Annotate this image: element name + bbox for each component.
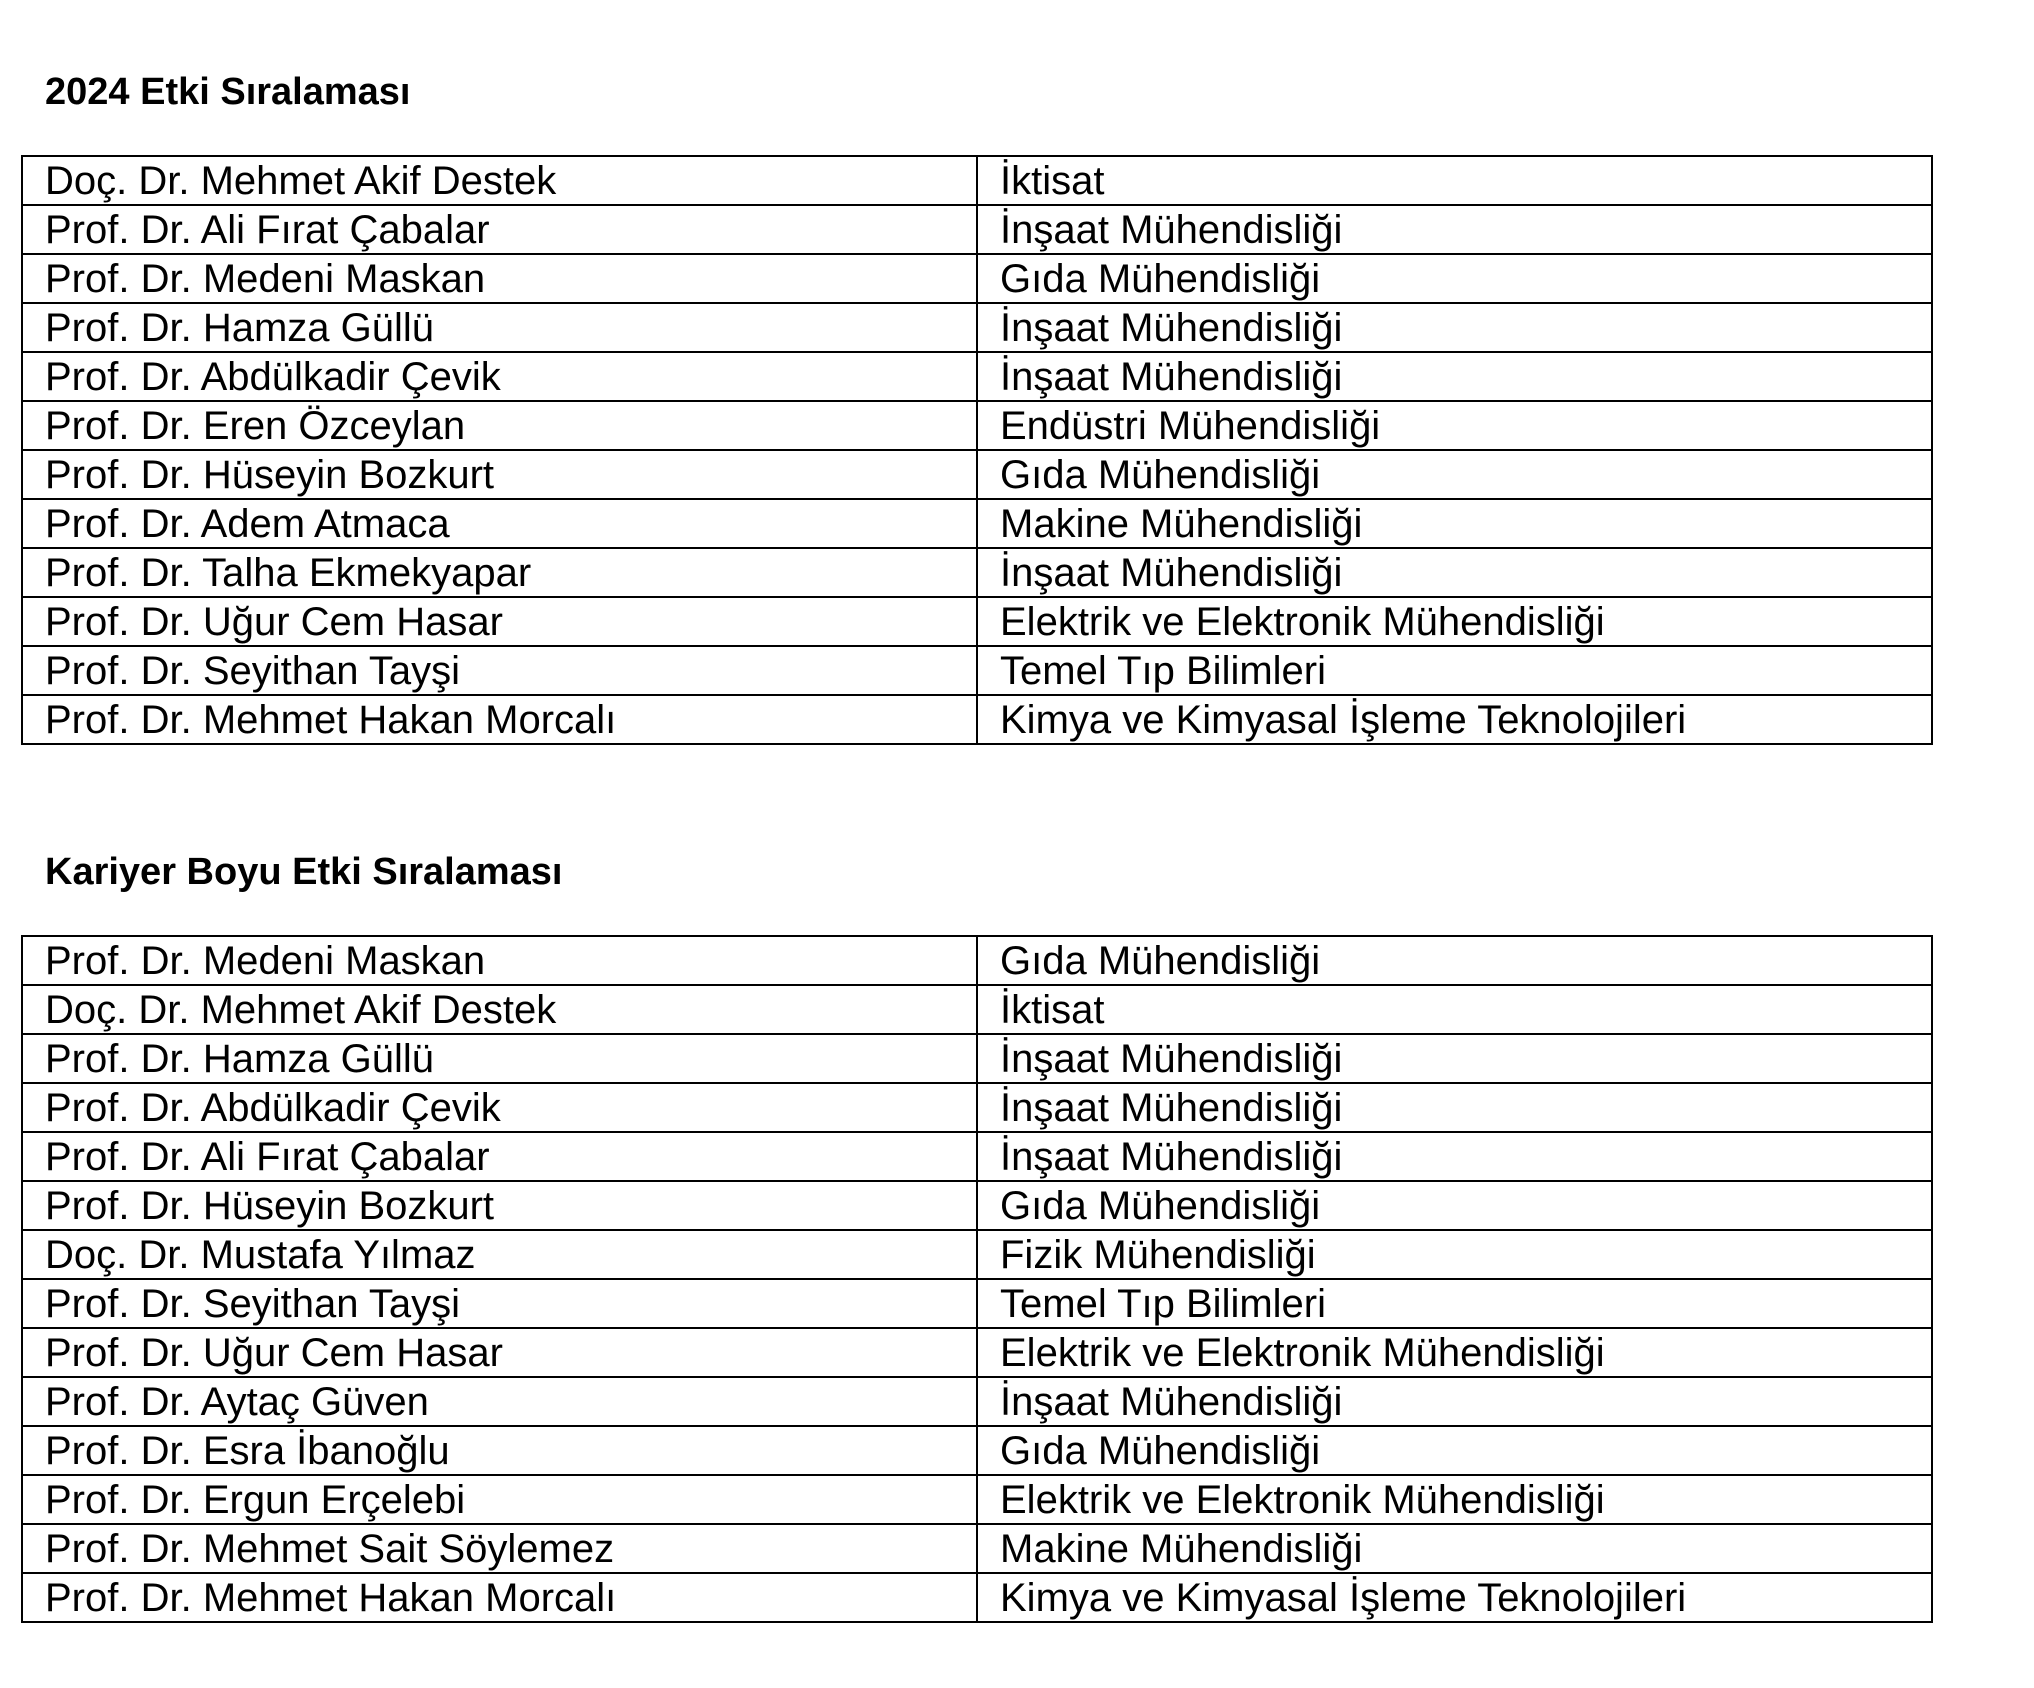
table-row — [22, 695, 1932, 744]
department-cell: İnşaat Mühendisliği — [977, 1034, 1932, 1083]
table-row — [22, 1034, 1932, 1083]
table-row — [22, 1181, 1932, 1230]
department-cell: İnşaat Mühendisliği — [977, 1132, 1932, 1181]
researcher-name-cell: Doç. Dr. Mustafa Yılmaz — [22, 1230, 977, 1279]
department-cell: Makine Mühendisliği — [977, 1524, 1932, 1573]
ranking-career-table-body — [22, 936, 1932, 1622]
department-cell: Kimya ve Kimyasal İşleme Teknolojileri — [977, 1573, 1932, 1622]
researcher-name-cell: Prof. Dr. Mehmet Hakan Morcalı — [22, 695, 977, 744]
researcher-name-cell: Prof. Dr. Mehmet Hakan Morcalı — [22, 1573, 977, 1622]
researcher-name-cell: Prof. Dr. Abdülkadir Çevik — [22, 1083, 977, 1132]
researcher-name-cell: Doç. Dr. Mehmet Akif Destek — [22, 985, 977, 1034]
researcher-name-cell: Prof. Dr. Ergun Erçelebi — [22, 1475, 977, 1524]
department-cell: Gıda Mühendisliği — [977, 254, 1932, 303]
ranking-career-table — [21, 935, 1933, 1623]
researcher-name-cell: Prof. Dr. Hüseyin Bozkurt — [22, 450, 977, 499]
table-row — [22, 985, 1932, 1034]
table-row — [22, 597, 1932, 646]
department-cell: Elektrik ve Elektronik Mühendisliği — [977, 1328, 1932, 1377]
department-cell: Endüstri Mühendisliği — [977, 401, 1932, 450]
ranking-2024-table-body — [22, 156, 1932, 744]
table-row — [22, 1524, 1932, 1573]
department-cell: Gıda Mühendisliği — [977, 450, 1932, 499]
table-row — [22, 646, 1932, 695]
researcher-name-cell: Prof. Dr. Hamza Güllü — [22, 303, 977, 352]
table-row — [22, 401, 1932, 450]
table-row — [22, 1426, 1932, 1475]
table-row — [22, 254, 1932, 303]
table-row — [22, 1573, 1932, 1622]
researcher-name-cell: Prof. Dr. Adem Atmaca — [22, 499, 977, 548]
table-row — [22, 303, 1932, 352]
table-row — [22, 499, 1932, 548]
department-cell: İnşaat Mühendisliği — [977, 205, 1932, 254]
researcher-name-cell: Prof. Dr. Seyithan Tayşi — [22, 646, 977, 695]
department-cell: İnşaat Mühendisliği — [977, 548, 1932, 597]
department-cell: İnşaat Mühendisliği — [977, 1083, 1932, 1132]
researcher-name-cell: Prof. Dr. Hamza Güllü — [22, 1034, 977, 1083]
department-cell: Gıda Mühendisliği — [977, 936, 1932, 985]
researcher-name-cell: Prof. Dr. Abdülkadir Çevik — [22, 352, 977, 401]
table-row — [22, 1230, 1932, 1279]
researcher-name-cell: Prof. Dr. Medeni Maskan — [22, 254, 977, 303]
researcher-name-cell: Prof. Dr. Seyithan Tayşi — [22, 1279, 977, 1328]
department-cell: Temel Tıp Bilimleri — [977, 1279, 1932, 1328]
researcher-name-cell: Prof. Dr. Ali Fırat Çabalar — [22, 1132, 977, 1181]
researcher-name-cell: Prof. Dr. Medeni Maskan — [22, 936, 977, 985]
table-row — [22, 1475, 1932, 1524]
ranking-2024-table — [21, 155, 1933, 745]
department-cell: İktisat — [977, 985, 1932, 1034]
researcher-name-cell: Prof. Dr. Mehmet Sait Söylemez — [22, 1524, 977, 1573]
table-row — [22, 205, 1932, 254]
researcher-name-cell: Prof. Dr. Esra İbanoğlu — [22, 1426, 977, 1475]
table-row — [22, 450, 1932, 499]
department-cell: İnşaat Mühendisliği — [977, 352, 1932, 401]
section-title-2024-ranking: 2024 Etki Sıralaması — [45, 71, 411, 113]
department-cell: Makine Mühendisliği — [977, 499, 1932, 548]
researcher-name-cell: Prof. Dr. Hüseyin Bozkurt — [22, 1181, 977, 1230]
researcher-name-cell: Prof. Dr. Eren Özceylan — [22, 401, 977, 450]
department-cell: Gıda Mühendisliği — [977, 1426, 1932, 1475]
department-cell: Gıda Mühendisliği — [977, 1181, 1932, 1230]
researcher-name-cell: Prof. Dr. Talha Ekmekyapar — [22, 548, 977, 597]
table-row — [22, 1328, 1932, 1377]
department-cell: İnşaat Mühendisliği — [977, 303, 1932, 352]
table-row — [22, 1377, 1932, 1426]
department-cell: Elektrik ve Elektronik Mühendisliği — [977, 597, 1932, 646]
table-row — [22, 352, 1932, 401]
table-row — [22, 1083, 1932, 1132]
table-row — [22, 548, 1932, 597]
department-cell: Fizik Mühendisliği — [977, 1230, 1932, 1279]
section-title-career-ranking: Kariyer Boyu Etki Sıralaması — [45, 851, 563, 893]
department-cell: İnşaat Mühendisliği — [977, 1377, 1932, 1426]
table-row — [22, 936, 1932, 985]
table-row — [22, 1132, 1932, 1181]
table-row — [22, 156, 1932, 205]
department-cell: Kimya ve Kimyasal İşleme Teknolojileri — [977, 695, 1932, 744]
researcher-name-cell: Doç. Dr. Mehmet Akif Destek — [22, 156, 977, 205]
department-cell: Temel Tıp Bilimleri — [977, 646, 1932, 695]
researcher-name-cell: Prof. Dr. Uğur Cem Hasar — [22, 597, 977, 646]
table-row — [22, 1279, 1932, 1328]
researcher-name-cell: Prof. Dr. Aytaç Güven — [22, 1377, 977, 1426]
department-cell: İktisat — [977, 156, 1932, 205]
researcher-name-cell: Prof. Dr. Ali Fırat Çabalar — [22, 205, 977, 254]
department-cell: Elektrik ve Elektronik Mühendisliği — [977, 1475, 1932, 1524]
researcher-name-cell: Prof. Dr. Uğur Cem Hasar — [22, 1328, 977, 1377]
